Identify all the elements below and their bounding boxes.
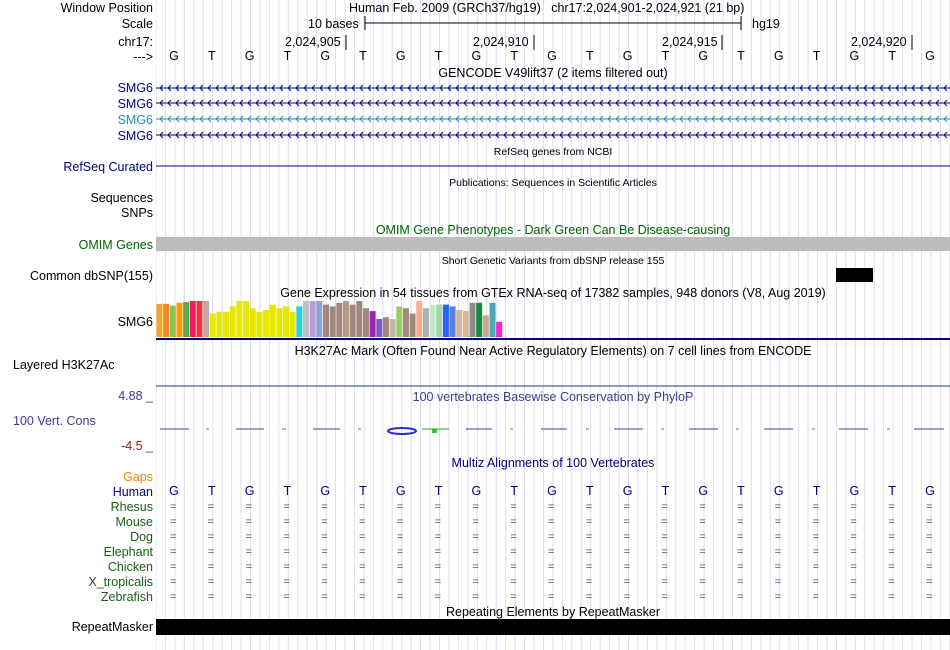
refseq-title[interactable]: RefSeq genes from NCBI <box>493 146 613 158</box>
alignment-match: = <box>396 561 404 573</box>
alignment-match: = <box>812 531 820 543</box>
alignment-match: = <box>434 546 442 558</box>
alignment-match: = <box>359 546 366 558</box>
base-letter: T <box>585 49 594 63</box>
alignment-match: = <box>396 516 404 528</box>
alignment-match: = <box>774 501 782 513</box>
base-letter: T <box>812 49 821 63</box>
alignment-match: = <box>850 561 857 573</box>
alignment-match: = <box>699 591 706 603</box>
alignment-match: = <box>623 531 631 543</box>
alignment-match: = <box>359 561 366 573</box>
gtex-tissue-bar <box>463 311 469 337</box>
alignment-match: = <box>850 591 857 603</box>
scale-label: Scale <box>121 17 153 31</box>
alignment-match: = <box>812 546 820 558</box>
alignment-match: = <box>359 591 366 603</box>
gtex-tissue-bar <box>496 322 502 337</box>
base-letter: G <box>622 484 633 498</box>
publications-title[interactable]: Publications: Sequences in Scientific Articles <box>449 177 657 189</box>
alignment-match: = <box>737 546 744 558</box>
alignment-match: = <box>472 591 479 603</box>
gtex-tissue-bar <box>210 314 216 337</box>
alignment-match: = <box>585 501 593 513</box>
base-letter: T <box>661 484 670 498</box>
alignment-match: = <box>396 501 404 513</box>
alignment-match: = <box>699 501 706 513</box>
alignment-match: = <box>359 516 366 528</box>
base-letter: T <box>207 49 216 63</box>
gtex-tissue-bar <box>270 305 276 337</box>
alignment-match: = <box>283 546 290 558</box>
alignment-match: = <box>472 531 479 543</box>
scale-text: 10 bases <box>308 17 359 31</box>
alignment-match: = <box>170 501 177 513</box>
base-letter: G <box>698 484 709 498</box>
alignment-match: = <box>737 501 744 513</box>
alignment-match: = <box>774 531 782 543</box>
alignment-match: = <box>699 546 706 558</box>
alignment-match: = <box>245 576 253 588</box>
gtex-tissue-bar <box>290 312 296 337</box>
alignment-match: = <box>774 561 782 573</box>
alignment-match: = <box>926 501 933 513</box>
gtex-tissue-bar <box>303 301 309 337</box>
tick-label: 2,024,905 <box>285 35 341 49</box>
species-label: Dog <box>130 530 153 544</box>
alignment-match: = <box>812 561 820 573</box>
alignment-match: = <box>396 531 404 543</box>
alignment-match: = <box>321 576 328 588</box>
alignment-match: = <box>585 576 593 588</box>
gtex-tissue-bar <box>296 306 302 337</box>
gtex-expression-bars <box>157 301 503 337</box>
alignment-match: = <box>623 546 631 558</box>
alignment-match: = <box>888 501 895 513</box>
dbsnp-variant <box>836 268 873 282</box>
alignment-match: = <box>850 501 857 513</box>
alignment-match: = <box>926 591 933 603</box>
base-letter: T <box>207 484 216 498</box>
alignment-match: = <box>510 561 517 573</box>
tick-label: 2,024,915 <box>662 35 718 49</box>
alignment-match: = <box>888 591 895 603</box>
alignment-match: = <box>170 561 177 573</box>
alignment-match: = <box>396 546 404 558</box>
gtex-title[interactable]: Gene Expression in 54 tissues from GTEx RNA-seq of 17382 samples, 948 donors (V8, Aug 2019) <box>280 286 826 300</box>
gtex-tissue-bar <box>236 301 242 337</box>
chr-label: chr17: <box>118 35 153 49</box>
tick-label: 2,024,920 <box>851 35 907 49</box>
alignment-match: = <box>321 516 328 528</box>
alignment-match: = <box>661 591 668 603</box>
alignment-match: = <box>207 501 215 513</box>
alignment-match: = <box>472 561 479 573</box>
gtex-tissue-bar <box>170 306 176 337</box>
gtex-tissue-bar <box>250 308 256 337</box>
alignment-match: = <box>510 501 517 513</box>
species-label: Rhesus <box>110 500 153 514</box>
omim-label[interactable]: OMIM Genes <box>78 238 153 252</box>
species-label: X_tropicalis <box>88 575 153 589</box>
gencode-item-smg6[interactable]: SMG6 <box>117 129 153 143</box>
alignment-match: = <box>170 516 177 528</box>
alignment-match: = <box>472 501 479 513</box>
alignment-match: = <box>396 576 404 588</box>
alignment-match: = <box>170 546 177 558</box>
gtex-tissue-bar <box>216 312 222 337</box>
scale-assembly: hg19 <box>752 17 780 31</box>
base-letter: T <box>359 49 367 63</box>
base-letter: T <box>812 484 821 498</box>
alignment-match: = <box>774 546 782 558</box>
repeatmasker-label[interactable]: RepeatMasker <box>71 620 153 634</box>
gtex-tissue-bar <box>190 301 196 337</box>
gtex-tissue-bar <box>163 304 169 337</box>
base-letter: G <box>622 49 633 63</box>
alignment-match: = <box>926 561 933 573</box>
base-letter: T <box>585 484 594 498</box>
alignment-match: = <box>812 516 820 528</box>
alignment-match: = <box>283 516 290 528</box>
alignment-match: = <box>774 516 782 528</box>
alignment-match: = <box>245 561 253 573</box>
gtex-tissue-bar <box>456 310 462 337</box>
window-position-value: Human Feb. 2009 (GRCh37/hg19) chr17:2,024,901-2,024,921 (21 bp) <box>349 1 745 15</box>
alignment-match: = <box>623 576 631 588</box>
base-letter: G <box>395 484 406 498</box>
alignment-match: = <box>510 516 517 528</box>
base-letter: T <box>737 484 745 498</box>
alignment-match: = <box>472 546 479 558</box>
alignment-match: = <box>548 531 555 543</box>
alignment-match: = <box>245 531 253 543</box>
alignment-match: = <box>321 501 328 513</box>
gtex-tissue-bar <box>196 301 202 337</box>
gtex-tissue-bar <box>336 303 342 337</box>
alignment-match: = <box>661 561 668 573</box>
alignment-match: = <box>170 591 177 603</box>
alignment-match: = <box>812 576 820 588</box>
gtex-tissue-bar <box>376 319 382 337</box>
alignment-match: = <box>245 516 253 528</box>
alignment-match: = <box>548 546 555 558</box>
alignment-match: = <box>510 546 517 558</box>
alignment-match: = <box>812 591 820 603</box>
base-letter: G <box>698 49 709 63</box>
alignment-match: = <box>207 591 215 603</box>
alignment-match: = <box>434 576 442 588</box>
alignment-match: = <box>472 516 479 528</box>
alignment-match: = <box>850 531 857 543</box>
species-label: Zebrafish <box>100 590 153 604</box>
base-letter: T <box>888 49 896 63</box>
alignment-match: = <box>850 546 857 558</box>
gtex-tissue-bar <box>263 310 269 337</box>
base-letter: G <box>471 49 482 63</box>
alignment-match: = <box>585 546 593 558</box>
alignment-match: = <box>661 576 668 588</box>
h3k27ac-label[interactable]: Layered H3K27Ac <box>13 358 115 372</box>
gtex-tissue-bar <box>276 308 282 337</box>
gtex-tissue-bar <box>223 312 229 337</box>
species-label: Mouse <box>115 515 153 529</box>
base-letter: T <box>283 484 292 498</box>
alignment-match: = <box>245 546 253 558</box>
alignment-match: = <box>321 561 328 573</box>
gtex-tissue-bar <box>256 312 262 337</box>
strand-label: ---> <box>133 50 153 64</box>
gtex-tissue-bar <box>203 301 209 337</box>
alignment-match: = <box>321 546 328 558</box>
alignment-match: = <box>661 546 668 558</box>
alignment-match: = <box>888 516 895 528</box>
alignment-match: = <box>359 576 366 588</box>
alignment-match: = <box>585 531 593 543</box>
alignment-match: = <box>623 501 631 513</box>
alignment-match: = <box>283 501 290 513</box>
tick-label: 2,024,910 <box>473 35 529 49</box>
gtex-tissue-bar <box>283 306 289 337</box>
base-letter: G <box>849 49 860 63</box>
alignment-match: = <box>510 531 517 543</box>
human-label: Human <box>112 485 153 499</box>
alignment-match: = <box>585 516 593 528</box>
base-letter: G <box>925 49 935 63</box>
alignment-match: = <box>207 516 215 528</box>
base-letter: T <box>510 484 518 498</box>
gtex-tissue-bar <box>396 306 402 337</box>
gtex-tissue-bar <box>403 308 409 337</box>
conservation-ymax: 4.88 _ <box>118 389 153 403</box>
gtex-tissue-bar <box>490 303 496 337</box>
gtex-tissue-bar <box>370 311 376 337</box>
alignment-match: = <box>207 546 215 558</box>
gtex-label[interactable]: SMG6 <box>117 315 153 329</box>
gtex-tissue-bar <box>423 308 429 337</box>
base-letter: G <box>547 484 557 498</box>
alignment-match: = <box>510 591 517 603</box>
base-letter: T <box>737 49 745 63</box>
gtex-tissue-bar <box>436 305 442 337</box>
alignment-match: = <box>472 576 479 588</box>
multiz-title[interactable]: Multiz Alignments of 100 Vertebrates <box>451 456 655 470</box>
alignment-match: = <box>699 531 706 543</box>
gtex-tissue-bar <box>310 301 316 337</box>
alignment-match: = <box>207 576 215 588</box>
alignment-match: = <box>926 546 933 558</box>
base-letter: T <box>434 484 443 498</box>
alignment-match: = <box>737 576 744 588</box>
gtex-tissue-bar <box>470 303 476 337</box>
base-letter: G <box>925 484 935 498</box>
base-letter: G <box>244 49 255 63</box>
alignment-match: = <box>888 531 895 543</box>
alignment-match: = <box>774 576 782 588</box>
gtex-tissue-bar <box>243 301 249 337</box>
alignment-match: = <box>737 516 744 528</box>
alignment-match: = <box>850 516 857 528</box>
alignment-match: = <box>585 561 593 573</box>
conservation-ymin: -4.5 _ <box>121 439 153 453</box>
base-letter: T <box>888 484 896 498</box>
alignment-match: = <box>321 531 328 543</box>
alignment-match: = <box>283 561 290 573</box>
alignment-match: = <box>699 516 706 528</box>
alignment-match: = <box>359 501 366 513</box>
gtex-tissue-bar <box>350 305 356 337</box>
base-letter: T <box>359 484 367 498</box>
gencode-item-smg6[interactable]: SMG6 <box>117 81 153 95</box>
gtex-tissue-bar <box>316 301 322 337</box>
alignment-match: = <box>585 591 593 603</box>
gtex-tissue-bar <box>356 301 362 337</box>
alignment-match: = <box>396 591 404 603</box>
alignment-match: = <box>850 576 857 588</box>
base-letter: G <box>395 49 406 63</box>
alignment-match: = <box>245 591 253 603</box>
alignment-match: = <box>359 531 366 543</box>
conservation-label[interactable]: 100 Vert. Cons <box>13 414 96 428</box>
repeatmasker-bar <box>156 619 950 635</box>
gaps-label[interactable]: Gaps <box>123 470 153 484</box>
alignment-match: = <box>737 531 744 543</box>
alignment-match: = <box>283 531 290 543</box>
alignment-match: = <box>774 591 782 603</box>
alignment-match: = <box>661 531 668 543</box>
base-letter: T <box>510 49 518 63</box>
omim-gene-bar <box>156 237 950 251</box>
alignment-match: = <box>548 576 555 588</box>
alignment-match: = <box>623 561 631 573</box>
alignment-match: = <box>812 501 820 513</box>
alignment-match: = <box>207 561 215 573</box>
conservation-signal <box>160 428 944 434</box>
base-letter: T <box>283 49 292 63</box>
window-position-label: Window Position <box>60 1 153 15</box>
h3k27ac-title[interactable]: H3K27Ac Mark (Often Found Near Active Regulatory Elements) on 7 cell lines from ENCODE <box>294 344 812 358</box>
alignment-match: = <box>245 501 253 513</box>
gtex-tissue-bar <box>343 301 349 337</box>
publications-sequences-label[interactable]: Sequences <box>90 191 153 205</box>
gtex-tissue-bar <box>483 315 489 337</box>
alignment-match: = <box>548 591 555 603</box>
alignment-match: = <box>888 576 895 588</box>
gtex-tissue-bar <box>383 317 389 337</box>
base-letter: T <box>661 49 670 63</box>
alignment-match: = <box>926 531 933 543</box>
alignment-match: = <box>888 561 895 573</box>
gencode-item-smg6[interactable]: SMG6 <box>117 97 153 111</box>
conservation-title[interactable]: 100 vertebrates Basewise Conservation by PhyloP <box>412 390 694 404</box>
alignment-match: = <box>548 501 555 513</box>
gtex-tissue-bar <box>230 306 236 337</box>
alignment-match: = <box>926 576 933 588</box>
gtex-tissue-bar <box>157 304 163 337</box>
gtex-tissue-bar <box>176 303 182 337</box>
alignment-match: = <box>888 546 895 558</box>
base-letter: G <box>471 484 482 498</box>
dbsnp-label[interactable]: Common dbSNP(155) <box>30 269 153 283</box>
gtex-tissue-bar <box>410 314 416 337</box>
gtex-tissue-bar <box>390 319 396 337</box>
alignment-match: = <box>207 531 215 543</box>
alignment-match: = <box>434 531 442 543</box>
gtex-tissue-bar <box>450 306 456 337</box>
alignment-match: = <box>434 501 442 513</box>
alignment-match: = <box>321 591 328 603</box>
alignment-match: = <box>434 561 442 573</box>
base-letter: T <box>434 49 443 63</box>
gencode-item-smg6[interactable]: SMG6 <box>117 113 153 127</box>
omim-title[interactable]: OMIM Gene Phenotypes - Dark Green Can Be Disease-causing <box>375 223 731 237</box>
publications-snps-label[interactable]: SNPs <box>121 206 153 220</box>
alignment-match: = <box>283 576 290 588</box>
base-letter: G <box>169 484 179 498</box>
alignment-match: = <box>548 516 555 528</box>
alignment-match: = <box>170 531 177 543</box>
alignment-match: = <box>623 516 631 528</box>
alignment-match: = <box>926 516 933 528</box>
alignment-match: = <box>737 561 744 573</box>
alignment-match: = <box>661 501 668 513</box>
alignment-match: = <box>699 576 706 588</box>
alignment-match: = <box>699 561 706 573</box>
alignment-match: = <box>170 576 177 588</box>
alignment-match: = <box>548 561 555 573</box>
refseq-label[interactable]: RefSeq Curated <box>63 160 153 174</box>
gtex-tissue-bar <box>416 301 422 337</box>
base-letter: G <box>547 49 557 63</box>
base-letter: G <box>320 484 331 498</box>
base-letter: G <box>773 484 784 498</box>
gtex-tissue-bar <box>183 302 189 337</box>
gtex-tissue-bar <box>330 306 336 337</box>
species-label: Chicken <box>107 560 153 574</box>
base-letter: G <box>320 49 331 63</box>
base-letter: G <box>244 484 255 498</box>
gencode-title[interactable]: GENCODE V49lift37 (2 items filtered out) <box>438 66 668 80</box>
alignment-match: = <box>434 591 442 603</box>
gtex-tissue-bar <box>476 303 482 337</box>
alignment-match: = <box>661 516 668 528</box>
gtex-tissue-bar <box>430 305 436 337</box>
dbsnp-title[interactable]: Short Genetic Variants from dbSNP release 155 <box>441 255 665 267</box>
base-letter: G <box>169 49 179 63</box>
alignment-match: = <box>510 576 517 588</box>
alignment-match: = <box>283 591 290 603</box>
alignment-match: = <box>737 591 744 603</box>
gtex-tissue-bar <box>363 308 369 337</box>
alignment-match: = <box>623 591 631 603</box>
base-letter: G <box>773 49 784 63</box>
alignment-match: = <box>434 516 442 528</box>
species-label: Elephant <box>103 545 153 559</box>
repeatmasker-title[interactable]: Repeating Elements by RepeatMasker <box>445 605 660 619</box>
gtex-tissue-bar <box>323 305 329 337</box>
gtex-tissue-bar <box>443 305 449 337</box>
base-letter: G <box>849 484 860 498</box>
